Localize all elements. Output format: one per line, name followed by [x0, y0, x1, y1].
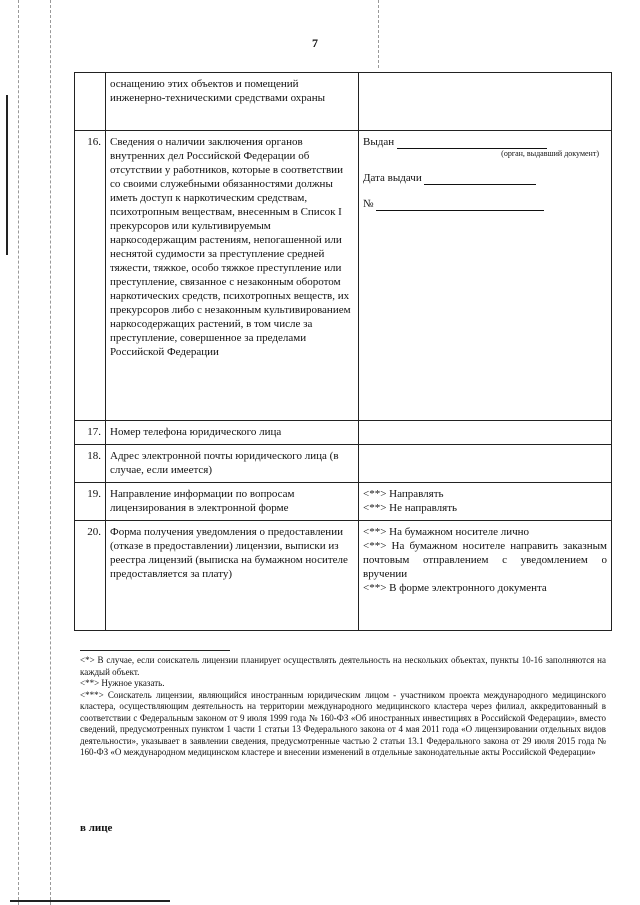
- electronic-info-options: [359, 483, 612, 521]
- row-description: Адрес электронной почты юридического лица (в случае, если имеется): [106, 445, 359, 483]
- document-number-field[interactable]: [376, 199, 544, 211]
- footnote-specify: <**> Нужное указать.: [80, 678, 165, 688]
- row-number: 20.: [75, 521, 106, 631]
- row-description: Сведения о наличии заключения органов внутренних дел Российской Федерации об отсутствии у работников, которые в соответствии со своими служебными обязанностями должны иметь доступ к наркотическим средствам, психотропным веществам, внесенным в Список I прекурсоров или культивируемым наркосодержащим растениям, непогашенной или неснятой судимости за преступление средней тяжести, тяжкое, особо тяжкое преступление или преступление, связанное с незаконным оборотом наркотических средств, психотропных веществ, их прекурсоров либо с незаконным культивированием наркосодержащих растений, в том числе за преступление, совершенное за пределами Российской Федерации: [106, 131, 359, 421]
- row-description: оснащению этих объектов и помещений инженерно-техническими средствами охраны: [106, 73, 359, 131]
- issued-by-line: [363, 135, 607, 149]
- document-number-line: [363, 197, 607, 211]
- scan-fold-mid: [50, 0, 51, 905]
- row-value-field[interactable]: [359, 73, 612, 131]
- row-description: Форма получения уведомления о предоставлении (отказе в предоставлении) лицензии, выписки из реестра лицензий (выписка на бумажном носителе предоставляется за плату): [106, 521, 359, 631]
- option-paper-in-person[interactable]: <**> На бумажном носителе лично: [363, 526, 530, 538]
- email-value-field[interactable]: [359, 445, 612, 483]
- row-description: Номер телефона юридического лица: [106, 421, 359, 445]
- document-number-label: №: [363, 198, 374, 210]
- row-number: [75, 73, 106, 131]
- footnotes: [80, 650, 606, 759]
- row-number: 16.: [75, 131, 106, 421]
- option-paper-by-mail[interactable]: <**> На бумажном носителе направить заказным почтовым отправлением с уведомлением о вручении: [363, 540, 607, 580]
- footnote-foreign-entity: <***> Соискатель лицензии, являющийся иностранным юридическим лицом - участником проекта международного медицинского кластера, осуществляющим деятельность на территории международного медицинского кластера через филиал, аккредитованный в соответствии с Федеральным законом от 9 июля 1999 года № 160-ФЗ «Об иностранных инвестициях в Российской Федерации», вместо сведений, предусмотренных пунктом 1 части 1 статьи 13 Федерального закона от 4 мая 2011 года «О лицензировании отдельных видов деятельности», указывает в заявлении сведения, предусмотренные частью 2 статьи 13.1 Федерального закона от 29 июля 2015 года № 160-ФЗ «О международном медицинском кластере и внесении изменений в отдельные законодательные акты Российской Федерации»: [80, 689, 606, 757]
- conclusion-details: [359, 131, 612, 421]
- row-number: 19.: [75, 483, 106, 521]
- row-description: Направление информации по вопросам лицензирования в электронной форме: [106, 483, 359, 521]
- page-number: 7: [312, 36, 318, 50]
- table-row: [75, 421, 612, 445]
- phone-value-field[interactable]: [359, 421, 612, 445]
- issued-by-field[interactable]: [397, 137, 547, 149]
- footnote-objects: <*> В случае, если соискатель лицензии планирует осуществлять деятельность на нескольких объектах, пункты 10-16 заполняются на каждый объект.: [80, 655, 606, 677]
- row-number: 18.: [75, 445, 106, 483]
- row-number: 17.: [75, 421, 106, 445]
- option-send[interactable]: <**> Направлять: [363, 488, 444, 500]
- option-electronic[interactable]: <**> В форме электронного документа: [363, 582, 547, 594]
- scan-fold-right: [378, 0, 379, 68]
- signature-label: в лице: [80, 822, 113, 834]
- table-row: [75, 131, 612, 421]
- table-row: [75, 521, 612, 631]
- table-row: [75, 73, 612, 131]
- footnote-separator: [80, 650, 230, 651]
- scan-edge-bottom: [10, 900, 170, 902]
- issue-date-line: [363, 171, 607, 185]
- scan-fold-left: [18, 0, 19, 905]
- option-do-not-send[interactable]: <**> Не направлять: [363, 502, 458, 514]
- table-row: [75, 483, 612, 521]
- application-form-table: [74, 72, 612, 631]
- table-row: [75, 445, 612, 483]
- issued-by-label: Выдан: [363, 136, 395, 148]
- scan-edge-left: [6, 95, 8, 255]
- issue-date-label: Дата выдачи: [363, 172, 422, 184]
- issue-date-field[interactable]: [424, 173, 536, 185]
- issued-by-caption: (орган, выдавший документ): [501, 149, 599, 158]
- notification-form-options: [359, 521, 612, 631]
